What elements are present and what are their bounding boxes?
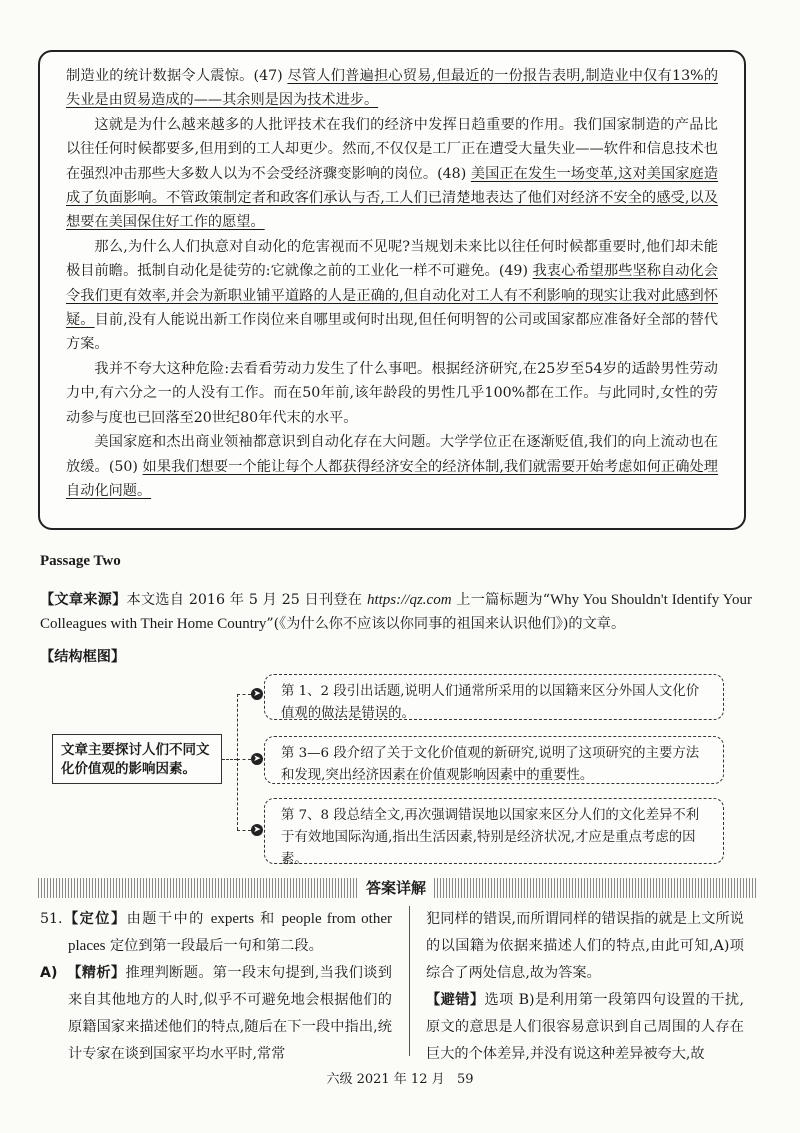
source-label: 【文章来源】 [40,592,127,608]
column-divider [409,906,410,1056]
source-url: https://qz.com [366,592,452,608]
arrow-right-icon: ➤ [251,824,263,836]
passage-title: Passage Two [40,553,121,569]
page-number: 59 [457,1072,474,1087]
underlined-sentence-50: 如果我们想要一个能让每个人都获得经济安全的经济体制,我们就需要开始考虑如何正确处理自动化问题。 [66,458,718,499]
answers-heading: 答案详解 [358,877,434,899]
article-source: 【文章来源】本文选自 2016 年 5 月 25 日刊登在 https://qz.com 上一篇标题为“Why You Shouldn't Identify Your Colleagues with Their Home Country”(《为什么你不应该以你同事的祖国来认识他们》)的文章。 [40,592,752,632]
paragraph-4: 我并不夸大这种危险:去看看劳动力发生了什么事吧。根据经济研究,在25岁至54岁的适龄男性劳动力中,有六分之一的人没有工作。而在50年前,该年龄段的男性几乎100%都在工作。与此同时,女性的劳动参与度也已回落至20世纪80年代末的水平。 [66,360,718,426]
underlined-sentence-49: 我衷心希望那些坚称自动化会令我们更有效率,并会为新职业铺平道路的人是正确的,但自动化对工人有不利影响的现实让我对此感到怀疑。 [66,263,718,329]
structure-label: 【结构框图】 [40,649,126,665]
answer-column-left [40,906,392,1068]
connector-line [237,830,251,831]
structure-item-1: 第 1、2 段引出话题,说明人们通常所采用的以国籍来区分外国人文化价值观的做法是错误的。 [264,674,724,720]
answer-column-right [426,906,744,1068]
paragraph-3: 那么,为什么人们执意对自动化的危害视而不见呢?当规划未来比以往任何时候都重要时,他们却未能极目前瞻。抵制自动化是徒劳的:它就像之前的工业化一样不可避免。(49) 我衷心希望那些坚称自动化会令我们更有效率,并会为新职业铺平道路的人是正确的,但自动化对工人有不利影响的现实让我对此感到怀疑。目前,没有人能说出新工作岗位来自哪里或何时出现,但任何明智的公司或国家都应准备好全部的替代方案。 [66,238,718,353]
connector-line [237,759,251,760]
answer-51-analysis-cont: 犯同样的错误,而所谓同样的错误指的就是上文所说的以国籍为依据来描述人们的特点,由此可知,A)项综合了两处信息,故为答案。 [426,911,744,981]
arrow-right-icon: ➤ [251,753,263,765]
underlined-sentence-48: 美国正在发生一场变革,这对美国家庭造成了负面影响。不管政策制定者和政客们承认与否,工人们已清楚地表达了他们对经济不安全的感受,以及想要在美国保住好工作的愿望。 [66,165,719,231]
paragraph-2: 这就是为什么越来越多的人批评技术在我们的经济中发挥日趋重要的作用。我们国家制造的产品比以往任何时候都要多,但用到的工人却更少。然而,不仅仅是工厂正在遭受大量失业——软件和信息技术也在强烈冲击那些大多数人以为不会受经济骤变影响的岗位。(48) 美国正在发生一场变革,这对美国家庭造成了负面影响。不管政策制定者和政客们承认与否,工人们已清楚地表达了他们对经济不安全的感受,以及想要在美国保住好工作的愿望。 [66,116,719,231]
structure-main-box: 文章主要探讨人们不同文化价值观的影响因素。 [52,734,222,784]
connector-line [237,694,238,830]
translation-box [38,50,746,530]
paragraph-5: 美国家庭和杰出商业领袖都意识到自动化存在大问题。大学学位正在逐渐贬值,我们的向上流动也在放缓。(50) 如果我们想要一个能让每个人都获得经济安全的经济体制,我们就需要开始考虑如何正确处理自动化问题。 [66,434,718,499]
answer-51-avoid-error: 【避错】选项 B)是利用第一段第四句设置的干扰,原文的意思是人们很容易意识到自己周围的人存在巨大的个体差异,并没有说这种差异被夸大,故 [426,992,744,1062]
paragraph-1: 制造业的统计数据令人震惊。(47) 尽管人们普遍担心贸易,但最近的一份报告表明,制造业中仅有13%的失业是由贸易造成的——其余则是因为技术进步。 [66,68,719,109]
footer-text: 六级 2021 年 12 月 [326,1072,445,1087]
page-footer [0,1068,800,1087]
answer-51-location: 51.【定位】由题干中的 experts 和 people from other places 定位到第一段最后一句和第二段。 [40,911,392,954]
structure-item-3: 第 7、8 段总结全文,再次强调错误地以国家来区分人们的文化差异不利于有效地国际沟通,指出生活因素,特别是经济状况,才应是重点考虑的因素。 [264,798,724,864]
answers-header-bar [38,878,756,898]
structure-item-2: 第 3—6 段介绍了关于文化价值观的新研究,说明了这项研究的主要方法和发现,突出经济因素在价值观影响因素中的重要性。 [264,736,724,784]
answer-51-analysis: A) 【精析】推理判断题。第一段末句提到,当我们谈到来自其他地方的人时,似乎不可避免地会根据他们的原籍国家来描述他们的特点,随后在下一段中指出,统计专家在谈到国家平均水平时,常常 [40,965,392,1062]
underlined-sentence-47: 尽管人们普遍担心贸易,但最近的一份报告表明,制造业中仅有13%的失业是由贸易造成的——其余则是因为技术进步。 [66,68,719,109]
connector-line [237,694,251,695]
article-english-title: Why You Shouldn't Identify Your Colleagues with Their Home Country [40,592,752,632]
connector-line [222,759,237,760]
arrow-right-icon: ➤ [251,688,263,700]
